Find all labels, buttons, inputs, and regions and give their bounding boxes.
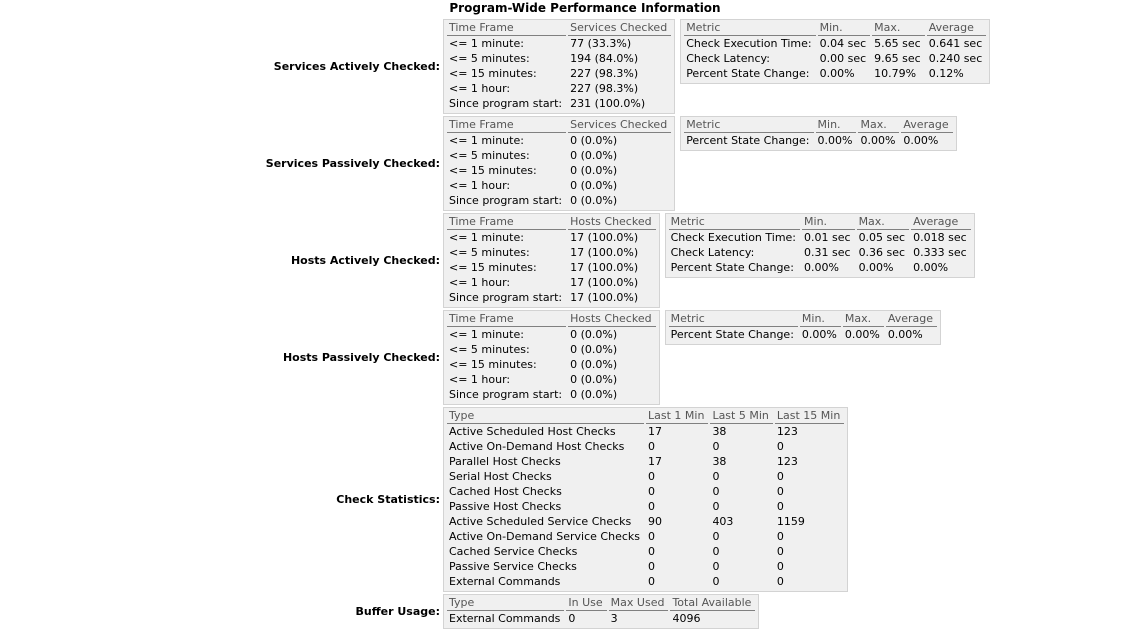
row-value: 0 (0.0%) xyxy=(570,134,618,147)
table-row xyxy=(447,163,671,178)
row-label: Active Scheduled Host Checks xyxy=(449,425,616,438)
table-row xyxy=(447,372,656,387)
table-row xyxy=(447,290,656,305)
row-value: 0 xyxy=(776,545,784,558)
table-row xyxy=(447,148,671,163)
row-value: 0.641 sec xyxy=(928,37,983,50)
row-label: Percent State Change: xyxy=(686,67,810,80)
row-label: Active Scheduled Service Checks xyxy=(449,515,632,528)
table-row xyxy=(447,245,656,260)
hosts-passively-checked-timeframe-table xyxy=(443,310,660,405)
hosts-passively-checked-metrics-table xyxy=(665,310,941,345)
row-label: <= 15 minutes: xyxy=(449,261,537,274)
row-label: <= 5 minutes: xyxy=(449,52,530,65)
row-label: <= 1 hour: xyxy=(449,276,511,289)
table-header-row xyxy=(447,408,844,424)
column-header: Time Frame xyxy=(447,20,566,36)
table-row xyxy=(684,66,986,81)
row-value: 227 (98.3%) xyxy=(570,67,639,80)
row-value: 38 xyxy=(712,455,727,468)
row-value: 0 (0.0%) xyxy=(570,388,618,401)
column-header: Time Frame xyxy=(447,117,566,133)
row-value: 0 xyxy=(648,485,655,498)
row-value: 0 xyxy=(712,470,720,483)
row-value: 0 xyxy=(776,440,784,453)
row-value: 0.05 sec xyxy=(858,231,906,244)
table-row xyxy=(447,133,671,148)
row-value: 0 xyxy=(776,575,784,588)
table-row xyxy=(447,499,844,514)
row-value: 0.12% xyxy=(928,67,964,80)
table-row xyxy=(447,439,844,454)
row-value: 0 xyxy=(776,500,784,513)
table-header-row xyxy=(447,214,656,230)
column-header: Type xyxy=(447,408,644,424)
row-value: 0 xyxy=(712,545,720,558)
row-value: 3 xyxy=(610,612,618,625)
column-header: Max. xyxy=(857,214,910,230)
row-label: <= 15 minutes: xyxy=(449,67,537,80)
table-row xyxy=(447,342,656,357)
table-row xyxy=(447,469,844,484)
section-label-check-statistics: Check Statistics: xyxy=(336,493,440,506)
row-value: 0 (0.0%) xyxy=(570,164,618,177)
row-value: 10.79% xyxy=(874,67,917,80)
column-header: Metric xyxy=(684,20,815,36)
row-label: <= 5 minutes: xyxy=(449,343,530,356)
row-label: <= 1 minute: xyxy=(449,37,524,50)
row-label: Serial Host Checks xyxy=(449,470,552,483)
section-content xyxy=(443,309,941,406)
row-label: <= 5 minutes: xyxy=(449,149,530,162)
row-label: Passive Service Checks xyxy=(449,560,577,573)
row-value: 38 xyxy=(712,425,727,438)
row-value: 0.00% xyxy=(844,328,880,341)
row-label: Check Latency: xyxy=(686,52,770,65)
table-row xyxy=(684,51,986,66)
row-value: 0.31 sec xyxy=(804,246,851,259)
column-header: Metric xyxy=(669,311,798,327)
table-row xyxy=(447,544,844,559)
table-row xyxy=(447,178,671,193)
row-value: 0 xyxy=(648,575,655,588)
column-header: Average xyxy=(927,20,987,36)
row-value: 0 (0.0%) xyxy=(570,373,618,386)
column-header: Min. xyxy=(800,311,841,327)
row-value: 0 xyxy=(776,530,784,543)
hosts-actively-checked-timeframe-table xyxy=(443,213,660,308)
section-content xyxy=(443,115,957,212)
column-header: Min. xyxy=(818,20,871,36)
row-value: 0 (0.0%) xyxy=(570,328,618,341)
row-value: 17 xyxy=(648,425,662,438)
row-label: <= 1 minute: xyxy=(449,231,524,244)
section-services-actively-checked xyxy=(235,18,1140,115)
row-value: 0 (0.0%) xyxy=(570,194,618,207)
table-row xyxy=(447,51,671,66)
row-value: 231 (100.0%) xyxy=(570,97,646,110)
row-label: <= 1 hour: xyxy=(449,179,511,192)
row-label: External Commands xyxy=(449,612,561,625)
row-value: 0.018 sec xyxy=(913,231,967,244)
table-row xyxy=(669,260,971,275)
row-label: Passive Host Checks xyxy=(449,500,562,513)
column-header: Last 15 Min xyxy=(775,408,844,424)
row-label: Parallel Host Checks xyxy=(449,455,561,468)
section-label-services-actively-checked: Services Actively Checked: xyxy=(273,60,440,73)
column-header: Time Frame xyxy=(447,311,566,327)
row-value: 0 xyxy=(712,575,720,588)
table-header-row xyxy=(684,20,986,36)
row-label: Since program start: xyxy=(449,97,563,110)
table-row xyxy=(684,36,986,51)
row-value: 0 xyxy=(776,485,784,498)
section-label-hosts-actively-checked: Hosts Actively Checked: xyxy=(290,254,440,267)
row-label: <= 15 minutes: xyxy=(449,164,537,177)
row-value: 0 (0.0%) xyxy=(570,358,618,371)
services-actively-checked-timeframe-table xyxy=(443,19,675,114)
table-row xyxy=(447,36,671,51)
row-label: Percent State Change: xyxy=(686,134,810,147)
table-row xyxy=(684,133,952,148)
row-label: Percent State Change: xyxy=(670,261,794,274)
column-header: Last 1 Min xyxy=(646,408,708,424)
column-header: Total Available xyxy=(670,595,755,611)
row-value: 0 xyxy=(648,545,655,558)
row-value: 0.00% xyxy=(819,67,855,80)
column-header: Average xyxy=(911,214,971,230)
column-header: Metric xyxy=(669,214,800,230)
column-header: Average xyxy=(901,117,952,133)
row-label: Active On-Demand Host Checks xyxy=(449,440,625,453)
column-header: Services Checked xyxy=(568,20,671,36)
row-label: Percent State Change: xyxy=(670,328,794,341)
row-value: 0 xyxy=(712,485,720,498)
section-buffer-usage xyxy=(235,593,1140,630)
row-value: 90 xyxy=(648,515,662,528)
section-hosts-actively-checked xyxy=(235,212,1140,309)
table-row xyxy=(447,260,656,275)
row-label: Since program start: xyxy=(449,291,563,304)
row-value: 0 xyxy=(712,560,720,573)
table-row xyxy=(447,387,656,402)
row-value: 0.00% xyxy=(860,134,896,147)
row-value: 0.333 sec xyxy=(913,246,967,259)
row-label: <= 15 minutes: xyxy=(449,358,537,371)
table-row xyxy=(447,357,656,372)
row-value: 4096 xyxy=(672,612,701,625)
services-passively-checked-metrics-table xyxy=(680,116,956,151)
buffer-usage-table xyxy=(443,594,759,629)
row-value: 17 (100.0%) xyxy=(570,291,639,304)
table-row xyxy=(447,454,844,469)
row-value: 77 (33.3%) xyxy=(570,37,632,50)
table-row xyxy=(447,81,671,96)
row-value: 194 (84.0%) xyxy=(570,52,639,65)
services-actively-checked-metrics-table xyxy=(680,19,990,84)
row-value: 5.65 sec xyxy=(874,37,921,50)
column-header: Max Used xyxy=(609,595,669,611)
section-label-services-passively-checked: Services Passively Checked: xyxy=(265,157,440,170)
row-value: 0 xyxy=(648,530,655,543)
row-value: 17 (100.0%) xyxy=(570,261,639,274)
row-value: 0 xyxy=(776,560,784,573)
row-value: 0 xyxy=(648,500,655,513)
column-header: Hosts Checked xyxy=(568,311,655,327)
table-row xyxy=(447,66,671,81)
row-value: 0.01 sec xyxy=(804,231,851,244)
row-value: 0 xyxy=(568,612,576,625)
table-header-row xyxy=(669,311,937,327)
column-header: Time Frame xyxy=(447,214,566,230)
table-row xyxy=(669,327,937,342)
row-label: <= 1 minute: xyxy=(449,328,524,341)
row-value: 0 xyxy=(712,500,720,513)
column-header: Average xyxy=(886,311,937,327)
row-value: 0 xyxy=(648,440,655,453)
column-header: Max. xyxy=(843,311,884,327)
column-header: Metric xyxy=(684,117,813,133)
row-value: 0 (0.0%) xyxy=(570,179,618,192)
row-label: Cached Service Checks xyxy=(449,545,578,558)
section-services-passively-checked xyxy=(235,115,1140,212)
row-value: 0.240 sec xyxy=(928,52,983,65)
table-row xyxy=(447,529,844,544)
row-value: 227 (98.3%) xyxy=(570,82,639,95)
table-row xyxy=(447,514,844,529)
table-row xyxy=(669,245,971,260)
table-header-row xyxy=(669,214,971,230)
column-header: Hosts Checked xyxy=(568,214,655,230)
section-label-buffer-usage: Buffer Usage: xyxy=(355,605,440,618)
column-header: Services Checked xyxy=(568,117,671,133)
row-value: 0.00% xyxy=(913,261,949,274)
page-title: Program-Wide Performance Information xyxy=(449,1,721,15)
section-content xyxy=(443,406,848,593)
row-value: 0.00% xyxy=(817,134,853,147)
row-label: Check Execution Time: xyxy=(686,37,812,50)
row-label: Since program start: xyxy=(449,388,563,401)
table-row xyxy=(447,275,656,290)
table-row xyxy=(669,230,971,245)
section-content xyxy=(443,593,759,630)
row-value: 1159 xyxy=(776,515,805,528)
check-statistics-table xyxy=(443,407,848,592)
table-row xyxy=(447,559,844,574)
section-hosts-passively-checked xyxy=(235,309,1140,406)
table-header-row xyxy=(447,595,755,611)
row-value: 0 xyxy=(776,470,784,483)
table-row xyxy=(447,327,656,342)
row-value: 0.00% xyxy=(903,134,939,147)
row-value: 0 xyxy=(712,440,720,453)
column-header: Last 5 Min xyxy=(710,408,772,424)
row-value: 0 (0.0%) xyxy=(570,149,618,162)
row-label: <= 1 minute: xyxy=(449,134,524,147)
row-value: 17 (100.0%) xyxy=(570,231,639,244)
row-value: 0 xyxy=(648,560,655,573)
services-passively-checked-timeframe-table xyxy=(443,116,675,211)
row-value: 0.00% xyxy=(858,261,894,274)
row-value: 0.00% xyxy=(804,261,839,274)
column-header: Max. xyxy=(858,117,899,133)
table-header-row xyxy=(447,311,656,327)
row-value: 123 xyxy=(776,425,798,438)
column-header: Max. xyxy=(872,20,925,36)
row-value: 0.00% xyxy=(887,328,923,341)
row-value: 0 xyxy=(648,470,655,483)
row-value: 17 (100.0%) xyxy=(570,276,639,289)
table-header-row xyxy=(447,117,671,133)
row-label: <= 1 hour: xyxy=(449,373,511,386)
table-row xyxy=(447,611,755,626)
row-value: 0.00 sec xyxy=(819,52,867,65)
row-label: Check Execution Time: xyxy=(670,231,797,244)
column-header: Min. xyxy=(816,117,857,133)
table-row xyxy=(447,230,656,245)
row-label: Active On-Demand Service Checks xyxy=(449,530,640,543)
row-label: <= 1 hour: xyxy=(449,82,511,95)
row-label: Check Latency: xyxy=(670,246,755,259)
table-row xyxy=(447,574,844,589)
row-label: Since program start: xyxy=(449,194,563,207)
row-value: 0 xyxy=(712,530,720,543)
row-value: 17 xyxy=(648,455,662,468)
row-value: 0.36 sec xyxy=(858,246,906,259)
row-value: 17 (100.0%) xyxy=(570,246,639,259)
table-row xyxy=(447,484,844,499)
table-header-row xyxy=(684,117,952,133)
column-header: Type xyxy=(447,595,564,611)
section-check-statistics xyxy=(235,406,1140,593)
row-label: <= 5 minutes: xyxy=(449,246,530,259)
table-header-row xyxy=(447,20,671,36)
table-row xyxy=(447,96,671,111)
column-header: Min. xyxy=(802,214,855,230)
section-content xyxy=(443,18,990,115)
table-row xyxy=(447,193,671,208)
table-row xyxy=(447,424,844,439)
row-value: 9.65 sec xyxy=(874,52,921,65)
row-value: 0.04 sec xyxy=(819,37,867,50)
column-header: In Use xyxy=(566,595,606,611)
hosts-actively-checked-metrics-table xyxy=(665,213,975,278)
section-label-hosts-passively-checked: Hosts Passively Checked: xyxy=(282,351,440,364)
row-value: 123 xyxy=(776,455,798,468)
row-value: 0 (0.0%) xyxy=(570,343,618,356)
row-label: Cached Host Checks xyxy=(449,485,562,498)
row-value: 403 xyxy=(712,515,734,528)
row-value: 0.00% xyxy=(801,328,837,341)
section-content xyxy=(443,212,975,309)
row-label: External Commands xyxy=(449,575,561,588)
